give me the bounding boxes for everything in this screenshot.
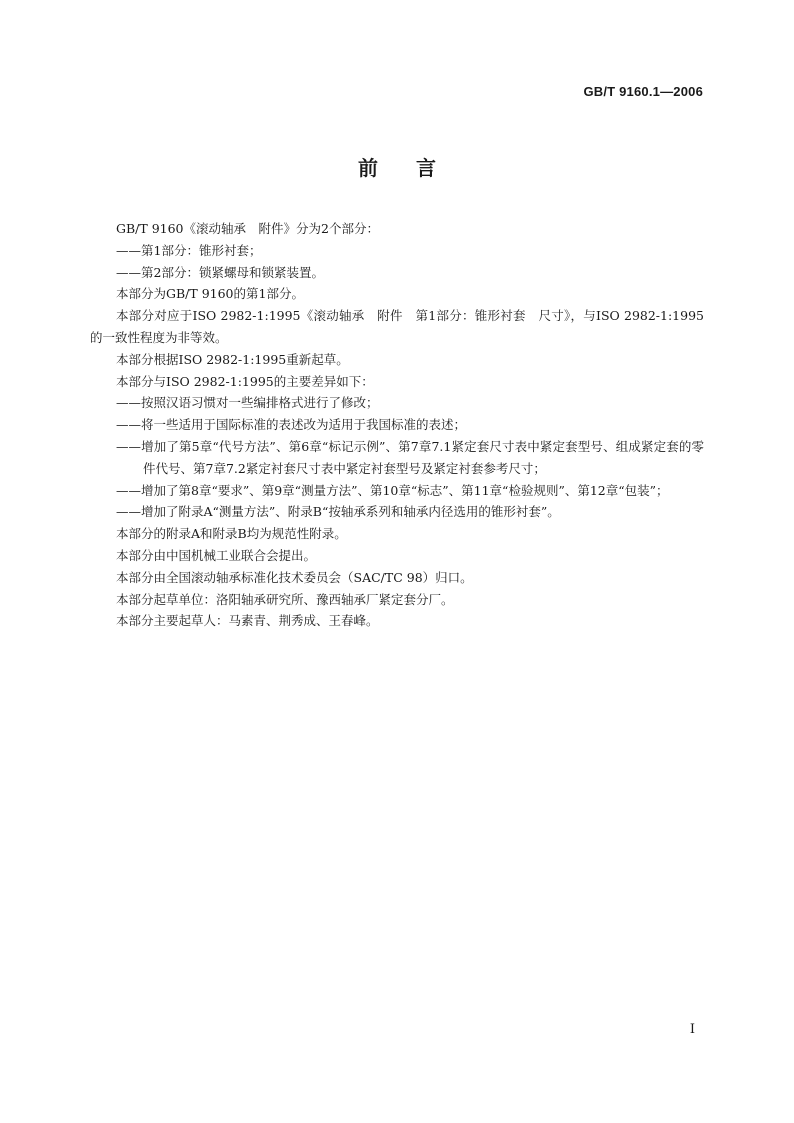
list-item: ——第1部分：锥形衬套； bbox=[116, 242, 262, 258]
paragraph: 本部分主要起草人：马素青、荆秀成、王春峰。 bbox=[116, 613, 379, 629]
list-item: ——按照汉语习惯对一些编排格式进行了修改； bbox=[116, 395, 379, 411]
paragraph: 本部分对应于ISO 2982-1:1995《滚动轴承 附件 第1部分：锥形衬套 尺寸》，与ISO 2982-1:1995的一致性程度为非等效。 bbox=[90, 308, 704, 345]
list-item: ——第2部分：锁紧螺母和锁紧装置。 bbox=[116, 264, 324, 280]
list-item: ——增加了附录A“测量方法”、附录B“按轴承系列和轴承内径选用的锥形衬套”。 bbox=[116, 504, 560, 520]
paragraph: 本部分由全国滚动轴承标准化技术委员会（SAC/TC 98）归口。 bbox=[116, 569, 473, 585]
page-title: 前言 bbox=[358, 156, 474, 180]
paragraph: 本部分的附录A和附录B均为规范性附录。 bbox=[116, 526, 347, 542]
standard-number: GB/T 9160.1—2006 bbox=[583, 84, 703, 99]
paragraph: 本部分根据ISO 2982-1:1995重新起草。 bbox=[116, 351, 349, 367]
paragraph: 本部分由中国机械工业联合会提出。 bbox=[116, 547, 317, 563]
foreword-body bbox=[90, 218, 704, 632]
list-item: ——将一些适用于国际标准的表述改为适用于我国标准的表述； bbox=[116, 417, 467, 433]
list-item: ——增加了第8章“要求”、第9章“测量方法”、第10章“标志”、第11章“检验规则”、第12章“包装”； bbox=[116, 482, 669, 498]
paragraph: 本部分为GB/T 9160的第1部分。 bbox=[116, 286, 304, 302]
paragraph: GB/T 9160《滚动轴承 附件》分为2个部分： bbox=[116, 221, 379, 236]
paragraph: 本部分起草单位：洛阳轴承研究所、豫西轴承厂紧定套分厂。 bbox=[116, 591, 454, 607]
list-item: ——增加了第5章“代号方法”、第6章“标记示例”、第7章7.1紧定套尺寸表中紧定套型号、组成紧定套的零件代号、第7章7.2紧定衬套尺寸表中紧定衬套型号及紧定衬套参考尺寸； bbox=[116, 438, 704, 476]
page-number: I bbox=[689, 1022, 695, 1037]
paragraph: 本部分与ISO 2982-1:1995的主要差异如下： bbox=[116, 373, 374, 389]
